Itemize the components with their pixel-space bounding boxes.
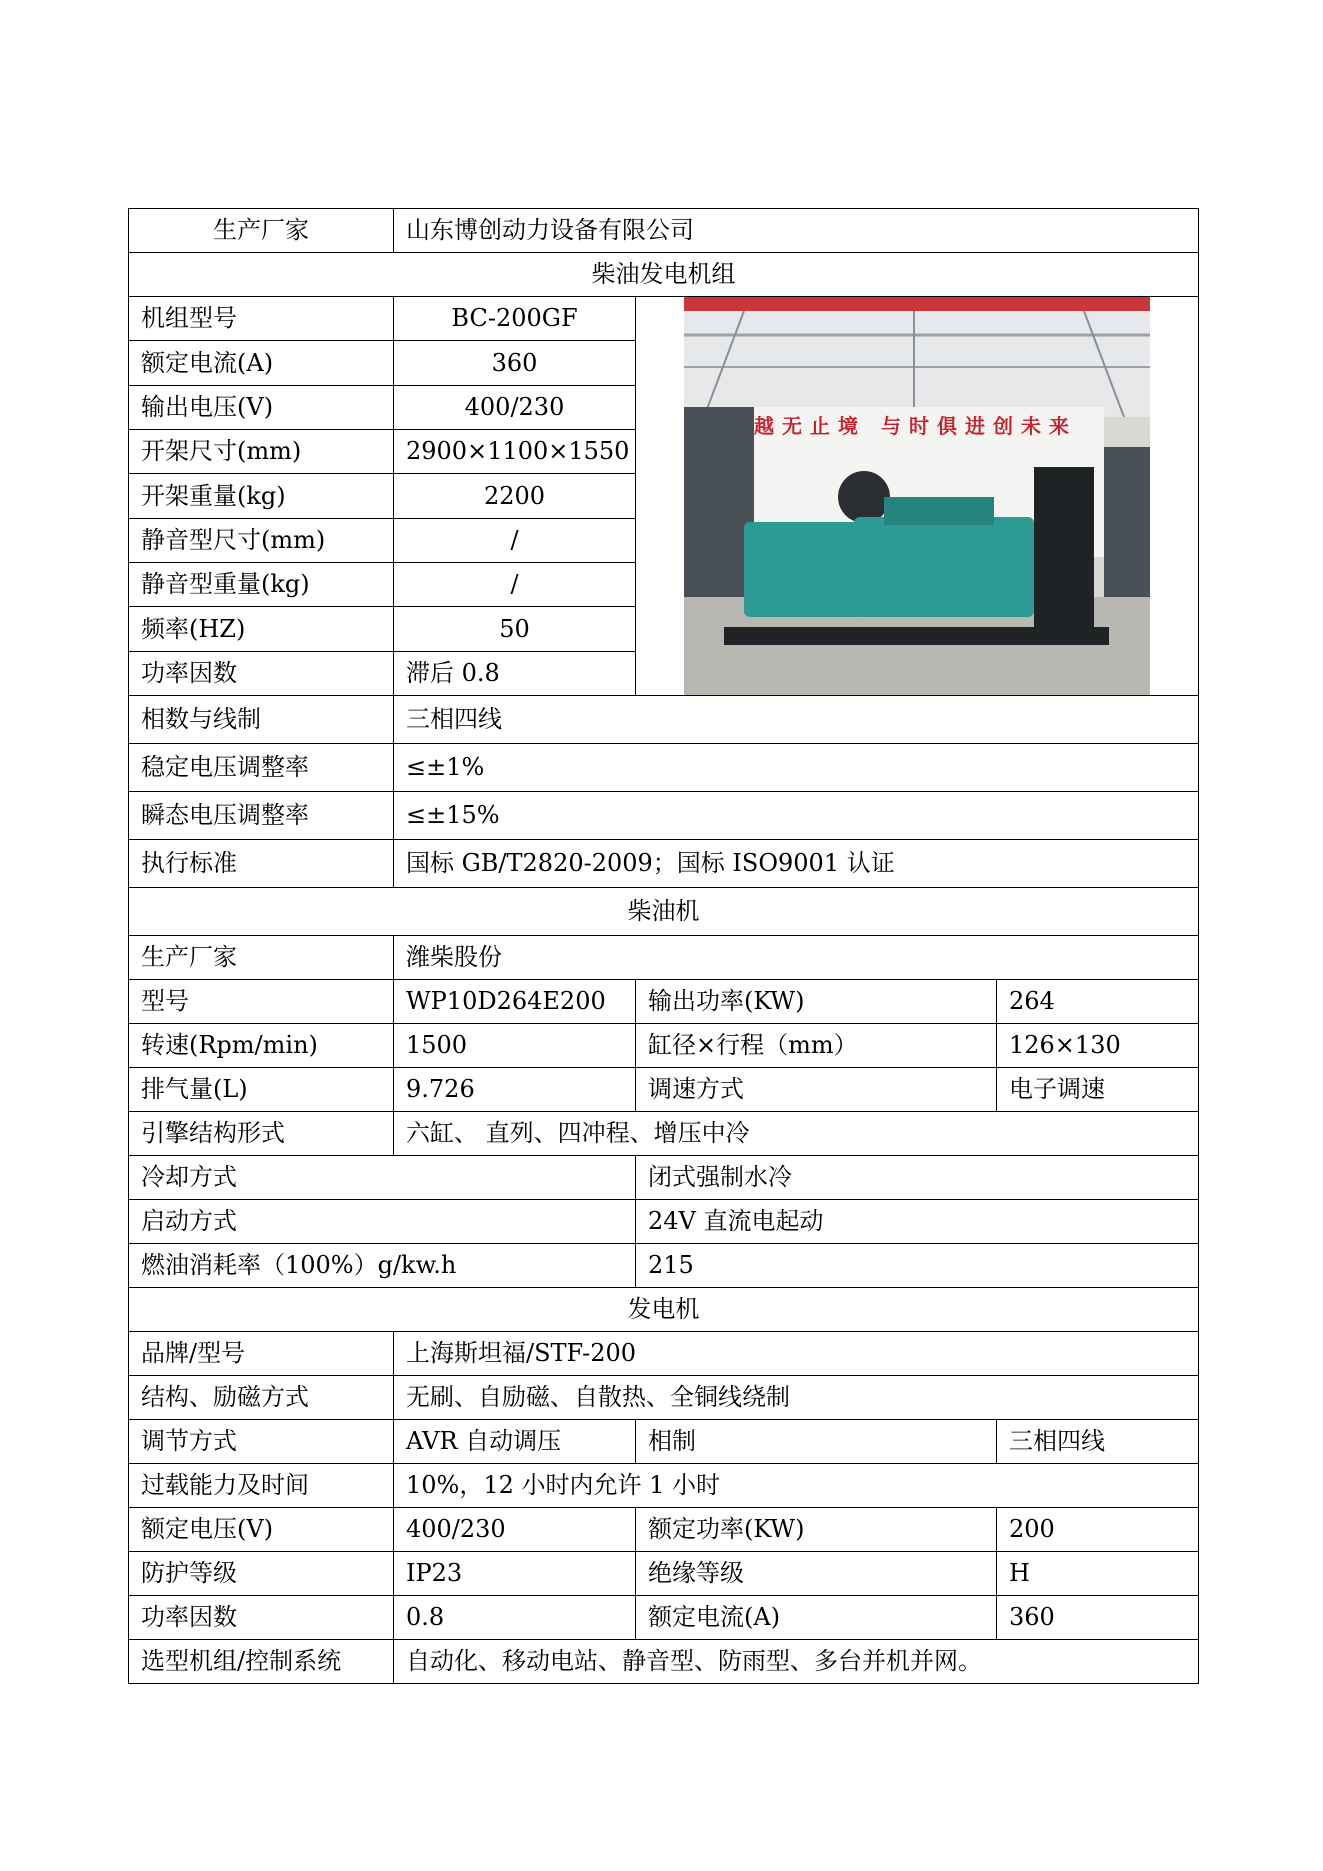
spec-value: 电子调速 — [997, 1068, 1199, 1112]
spec-value: 400/230 — [394, 385, 636, 429]
spec-label: 额定电流(A) — [129, 341, 394, 385]
spec-label: 结构、励磁方式 — [129, 1376, 394, 1420]
spec-label: 开架尺寸(mm) — [129, 429, 394, 473]
spec-label: 绝缘等级 — [636, 1552, 997, 1596]
spec-value: ≤±1% — [394, 744, 1199, 792]
spec-label: 品牌/型号 — [129, 1332, 394, 1376]
spec-value: 2200 — [394, 474, 636, 518]
spec-value: WP10D264E200 — [394, 980, 636, 1024]
spec-label: 额定电压(V) — [129, 1508, 394, 1552]
spec-label: 开架重量(kg) — [129, 474, 394, 518]
spec-value: 360 — [997, 1596, 1199, 1640]
spec-label: 过载能力及时间 — [129, 1464, 394, 1508]
spec-value: 滞后 0.8 — [394, 651, 636, 695]
spec-label: 缸径×行程（mm） — [636, 1024, 997, 1068]
spec-label: 功率因数 — [129, 651, 394, 695]
manufacturer-label: 生产厂家 — [129, 209, 394, 253]
spec-value: 潍柴股份 — [394, 936, 1199, 980]
spec-label: 执行标准 — [129, 840, 394, 888]
spec-value: 9.726 — [394, 1068, 636, 1112]
spec-label: 输出功率(KW) — [636, 980, 997, 1024]
spec-value: 264 — [997, 980, 1199, 1024]
photo-banner-text: 越无止境 与时俱进创未来 — [754, 414, 1077, 438]
spec-label: 额定功率(KW) — [636, 1508, 997, 1552]
spec-value: 360 — [394, 341, 636, 385]
spec-value: / — [394, 518, 636, 562]
spec-value: AVR 自动调压 — [394, 1420, 636, 1464]
spec-label: 生产厂家 — [129, 936, 394, 980]
spec-label: 调节方式 — [129, 1420, 394, 1464]
spec-label: 冷却方式 — [129, 1156, 636, 1200]
spec-value: 闭式强制水冷 — [636, 1156, 1199, 1200]
spec-table — [128, 208, 1199, 1684]
spec-value: BC-200GF — [394, 297, 636, 341]
spec-label: 相制 — [636, 1420, 997, 1464]
genset-photo-cell — [636, 297, 1199, 696]
spec-value: 三相四线 — [997, 1420, 1199, 1464]
spec-value: ≤±15% — [394, 792, 1199, 840]
spec-value: 六缸、 直列、四冲程、增压中冷 — [394, 1112, 1199, 1156]
spec-label: 功率因数 — [129, 1596, 394, 1640]
manufacturer-value: 山东博创动力设备有限公司 — [394, 209, 1199, 253]
spec-label: 选型机组/控制系统 — [129, 1640, 394, 1684]
section-title-genset: 柴油发电机组 — [129, 253, 1199, 297]
spec-value: 0.8 — [394, 1596, 636, 1640]
spec-value: 50 — [394, 607, 636, 651]
spec-value: 国标 GB/T2820-2009；国标 ISO9001 认证 — [394, 840, 1199, 888]
spec-value: 126×130 — [997, 1024, 1199, 1068]
spec-label: 相数与线制 — [129, 696, 394, 744]
generator-illustration — [684, 297, 1150, 695]
spec-label: 机组型号 — [129, 297, 394, 341]
spec-label: 输出电压(V) — [129, 385, 394, 429]
spec-label: 静音型重量(kg) — [129, 562, 394, 606]
spec-value: 上海斯坦福/STF-200 — [394, 1332, 1199, 1376]
spec-label: 静音型尺寸(mm) — [129, 518, 394, 562]
spec-label: 引擎结构形式 — [129, 1112, 394, 1156]
spec-value: / — [394, 562, 636, 606]
genset-photo — [684, 297, 1150, 695]
spec-label: 转速(Rpm/min) — [129, 1024, 394, 1068]
spec-label: 瞬态电压调整率 — [129, 792, 394, 840]
spec-label: 防护等级 — [129, 1552, 394, 1596]
spec-value: 自动化、移动电站、静音型、防雨型、多台并机并网。 — [394, 1640, 1199, 1684]
spec-value: 2900×1100×1550 — [394, 429, 636, 473]
spec-value: 200 — [997, 1508, 1199, 1552]
spec-value: 无刷、自励磁、自散热、全铜线绕制 — [394, 1376, 1199, 1420]
spec-value: 400/230 — [394, 1508, 636, 1552]
spec-label: 型号 — [129, 980, 394, 1024]
spec-label: 排气量(L) — [129, 1068, 394, 1112]
spec-label: 额定电流(A) — [636, 1596, 997, 1640]
section-title-alternator: 发电机 — [129, 1288, 1199, 1332]
spec-value: H — [997, 1552, 1199, 1596]
spec-label: 燃油消耗率（100%）g/kw.h — [129, 1244, 636, 1288]
spec-value: 三相四线 — [394, 696, 1199, 744]
spec-label: 稳定电压调整率 — [129, 744, 394, 792]
spec-label: 启动方式 — [129, 1200, 636, 1244]
spec-value: 215 — [636, 1244, 1199, 1288]
spec-value: 1500 — [394, 1024, 636, 1068]
spec-label: 调速方式 — [636, 1068, 997, 1112]
spec-value: 10%，12 小时内允许 1 小时 — [394, 1464, 1199, 1508]
spec-value: IP23 — [394, 1552, 636, 1596]
spec-label: 频率(HZ) — [129, 607, 394, 651]
spec-value: 24V 直流电起动 — [636, 1200, 1199, 1244]
section-title-engine: 柴油机 — [129, 888, 1199, 936]
